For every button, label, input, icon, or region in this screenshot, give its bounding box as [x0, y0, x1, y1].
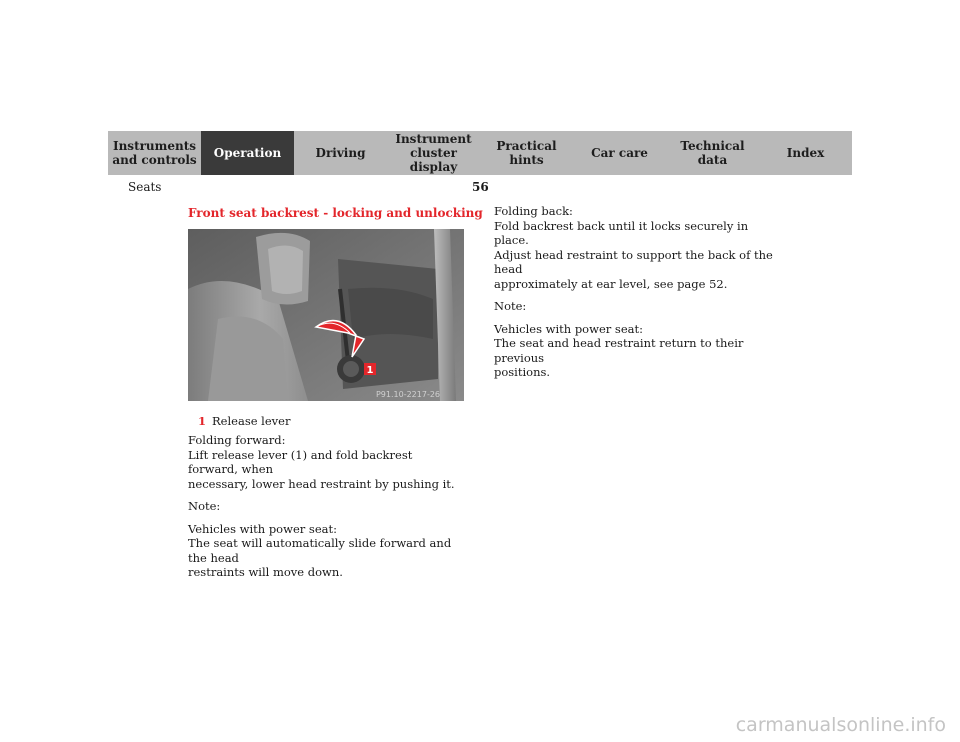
tab-instruments-and-controls[interactable]: Instruments and controls [108, 131, 201, 175]
left-column [188, 433, 463, 588]
folding-forward-paragraph: Folding forward: Lift release lever (1) and fold backrest forward, when necessary, lower head restraint by pushing it. [188, 433, 455, 491]
tab-index[interactable]: Index [759, 131, 852, 175]
tab-practical-hints[interactable]: Practical hints [480, 131, 573, 175]
tab-driving[interactable]: Driving [294, 131, 387, 175]
note-label: Note: [494, 299, 527, 313]
right-column [494, 204, 784, 388]
tab-instrument-cluster-display[interactable]: Instrument cluster display [387, 131, 480, 175]
tab-car-care[interactable]: Car care [573, 131, 666, 175]
section-title: Front seat backrest - locking and unlocking [188, 206, 483, 220]
caption-number: 1 [198, 414, 207, 428]
caption-text: Release lever [212, 414, 291, 428]
watermark: carmanualsonline.info [735, 714, 946, 736]
tab-operation[interactable]: Operation [201, 131, 294, 175]
page-number: 56 [472, 180, 489, 194]
callout-1: 1 [366, 365, 374, 376]
power-seat-paragraph: Vehicles with power seat: The seat will automatically slide forward and the head restraints will move down. [188, 521, 452, 579]
seat-backrest-figure [188, 229, 464, 401]
tab-technical-data[interactable]: Technical data [666, 131, 759, 175]
figure-code: P91.10-2217-26 [375, 390, 441, 399]
figure-caption [198, 414, 290, 428]
folding-back-paragraph: Folding back: Fold backrest back until it locks securely in place. Adjust head restraint to support the back of the head approximately at ear level, see page 52. [494, 204, 773, 291]
note-label: Note: [188, 499, 221, 513]
power-seat-paragraph: Vehicles with power seat: The seat and head restraint return to their previous positions. [494, 321, 744, 379]
chapter-tabs [108, 131, 852, 175]
section-name: Seats [128, 180, 162, 194]
